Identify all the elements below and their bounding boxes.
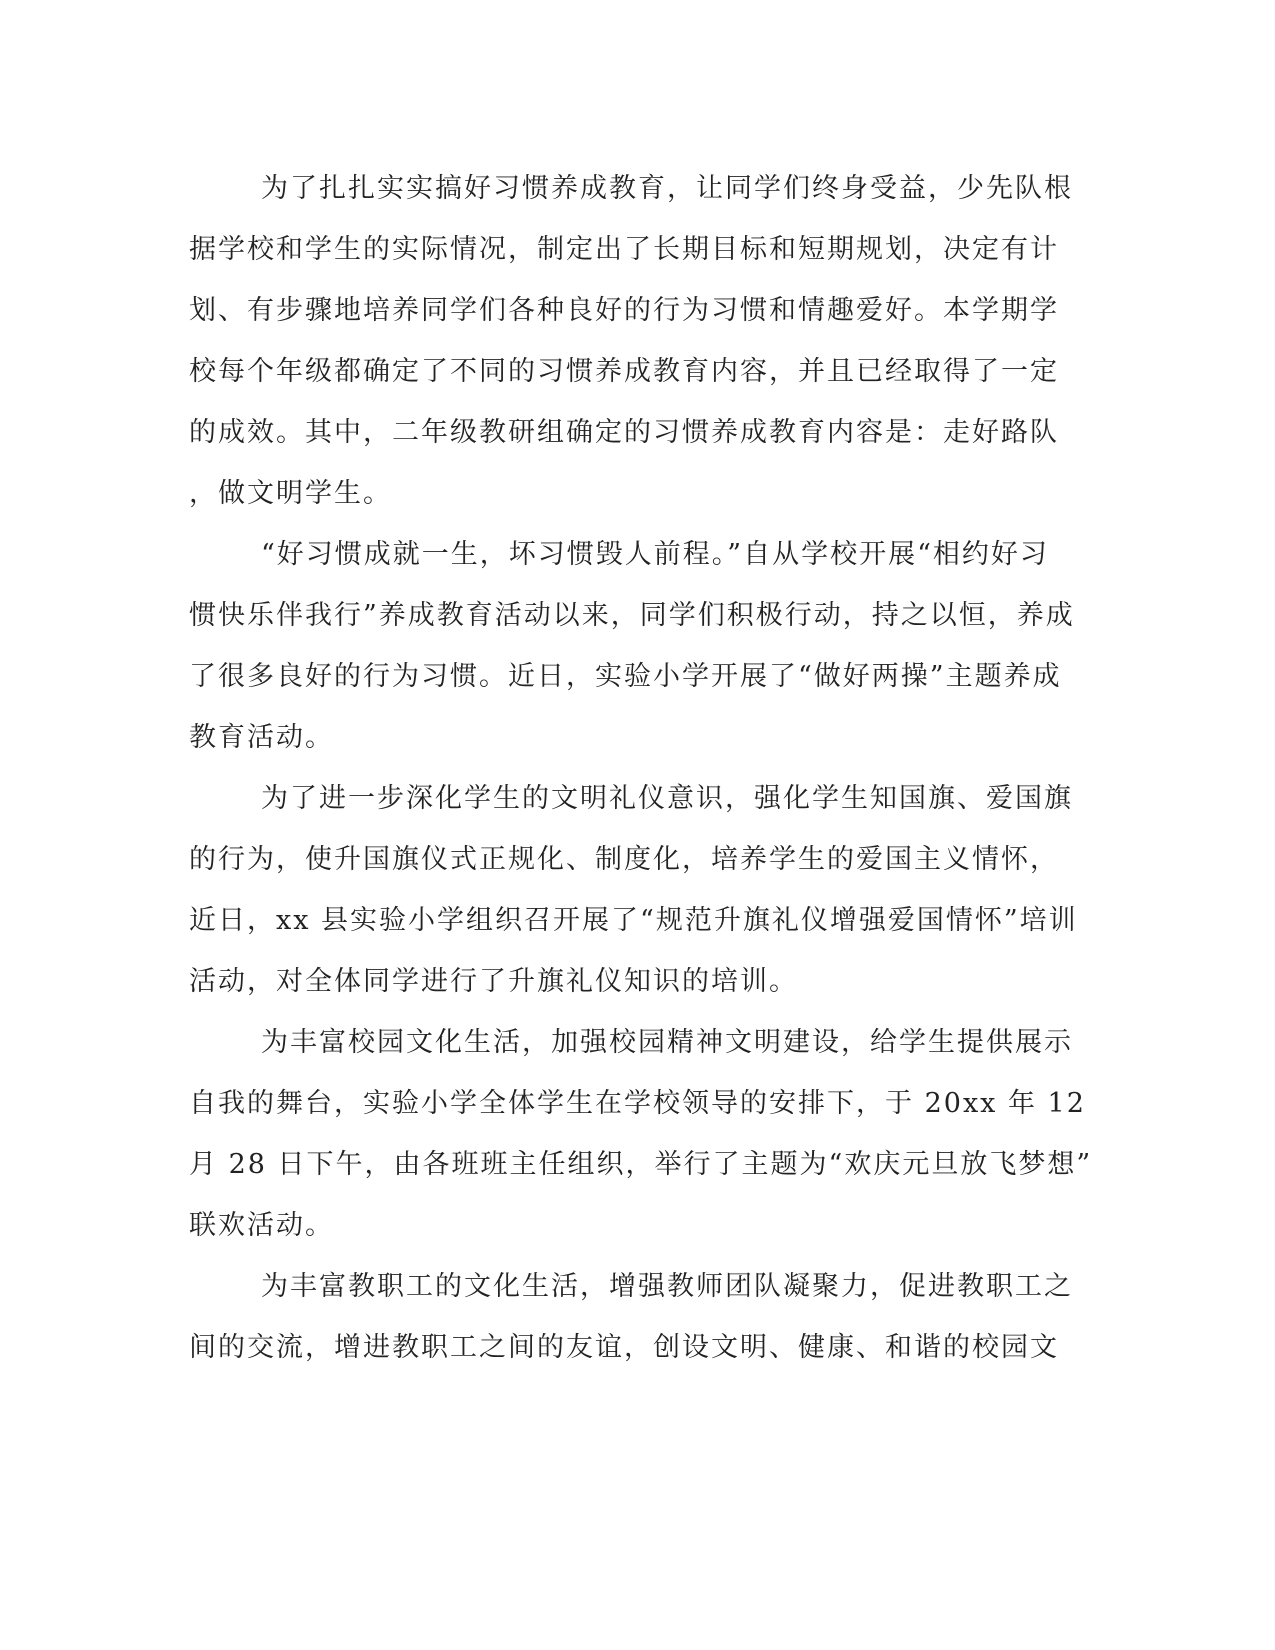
paragraph-new-year-party xyxy=(189,1012,1093,1256)
paragraph-staff-culture xyxy=(189,1256,1073,1378)
text-line: “好习惯成就一生，坏习惯毁人前程。”自从学校开展“相约好习 xyxy=(261,539,1049,570)
text-line: 近日，xx 县实验小学组织召开展了“规范升旗礼仪增强爱国情怀”培训 xyxy=(189,905,1078,936)
text-line: 了很多良好的行为习惯。近日，实验小学开展了“做好两操”主题养成 xyxy=(189,661,1062,692)
text-line: 联欢活动。 xyxy=(189,1210,334,1241)
paragraph-good-habits xyxy=(189,524,1075,768)
text-line: 划、有步骤地培养同学们各种良好的行为习惯和情趣爱好。本学期学 xyxy=(189,295,1059,326)
text-line: 教育活动。 xyxy=(189,722,334,753)
paragraph-flag-etiquette xyxy=(189,768,1078,1012)
text-line: 间的交流，增进教职工之间的友谊，创设文明、健康、和谐的校园文 xyxy=(189,1332,1059,1363)
text-line: 月 28 日下午，由各班班主任组织，举行了主题为“欢庆元旦放飞梦想” xyxy=(189,1149,1093,1180)
text-line: 为丰富校园文化生活，加强校园精神文明建设，给学生提供展示 xyxy=(261,1027,1073,1058)
text-line: 惯快乐伴我行”养成教育活动以来，同学们积极行动，持之以恒，养成 xyxy=(189,600,1075,631)
text-line: 为丰富教职工的文化生活，增强教师团队凝聚力，促进教职工之 xyxy=(261,1271,1073,1302)
paragraph-habit-education xyxy=(189,158,1073,524)
text-line: 为了扎扎实实搞好习惯养成教育，让同学们终身受益，少先队根 xyxy=(261,173,1073,204)
text-line: 校每个年级都确定了不同的习惯养成教育内容，并且已经取得了一定 xyxy=(189,356,1059,387)
text-line: 据学校和学生的实际情况，制定出了长期目标和短期规划，决定有计 xyxy=(189,234,1059,265)
text-line: 为了进一步深化学生的文明礼仪意识，强化学生知国旗、爱国旗 xyxy=(261,783,1073,814)
text-line: 的成效。其中，二年级教研组确定的习惯养成教育内容是：走好路队 xyxy=(189,417,1059,448)
text-line: ，做文明学生。 xyxy=(189,478,392,509)
text-line: 的行为，使升国旗仪式正规化、制度化，培养学生的爱国主义情怀， xyxy=(189,844,1059,875)
document-body xyxy=(189,158,1093,1378)
text-line: 自我的舞台，实验小学全体学生在学校领导的安排下，于 20xx 年 12 xyxy=(189,1088,1086,1119)
text-line: 活动，对全体同学进行了升旗礼仪知识的培训。 xyxy=(189,966,798,997)
